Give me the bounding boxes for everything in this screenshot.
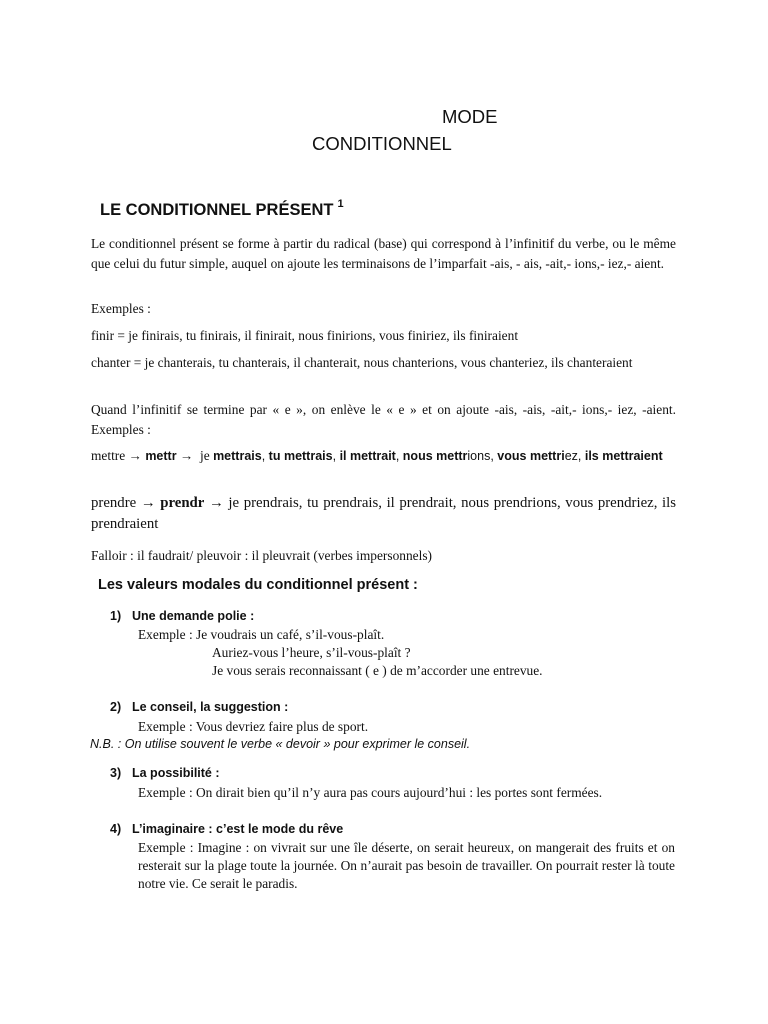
arrow-icon: → (179, 448, 194, 463)
example-falloir: Falloir : il faudrait/ pleuvoir : il pleuvrait (verbes impersonnels) (91, 548, 433, 563)
pronoun: vous (497, 449, 530, 463)
valeur-title: Le conseil, la suggestion : (132, 700, 289, 714)
intro-paragraph: Le conditionnel présent se forme à partir du radical (base) qui correspond à l’infinitif du verbe, ou le même que celui du futur simple, auquel on ajoute les terminaisons de l’imparfait -ais, - ais, -ait,- ions,- iez,- aient. (91, 236, 676, 271)
conjugated-form (585, 449, 663, 463)
arrow-icon: → (128, 448, 142, 463)
example-chanter: chanter = je chanterais, tu chanterais, il chanterait, nous chanterions, vous chanteriez, ils chanteraient (91, 355, 633, 370)
quand-paragraph: Quand l’infinitif se termine par « e », on enlève le « e » et on ajoute -ais, -ais, -ait,- ions,- iez, -aient. Exemples : (91, 402, 676, 437)
title-line-1: MODE (442, 106, 498, 127)
example-prendre (91, 493, 676, 535)
nb-note: N.B. : On utilise souvent le verbe « devoir » pour exprimer le conseil. (90, 737, 471, 751)
arrow-icon: → (140, 495, 156, 511)
valeur-number: 2) (110, 700, 122, 714)
mettre-radical: mettr (145, 449, 177, 463)
valeur-3-line-1: Exemple : On dirait bien qu’il n’y aura pas cours aujourd’hui : les portes sont fermées. (138, 785, 603, 800)
verb-stem: mettri (529, 449, 565, 463)
verb-stem: mettr (213, 449, 245, 463)
valeur-number: 1) (110, 609, 122, 623)
pronoun: tu (268, 449, 284, 463)
arrow-icon: → (208, 495, 224, 511)
valeur-1-line-1: Exemple : Je voudrais un café, s’il-vous-plaît. (138, 627, 385, 642)
mettre-je: je (200, 448, 210, 463)
conjugated-form (213, 449, 262, 463)
valeur-heading-4 (110, 822, 343, 836)
pronoun: il (339, 449, 350, 463)
mettre-forms: mettrais, tu mettrais, il mettrait, nous mettrions, vous mettriez, ils mettraient (213, 449, 663, 463)
section-heading (100, 198, 344, 220)
valeur-heading-3 (110, 766, 220, 780)
valeur-title: L’imaginaire : c’est le mode du rêve (132, 822, 344, 836)
verb-stem: mettr (283, 449, 316, 463)
conjugated-form (403, 449, 491, 463)
valeur-number: 4) (110, 822, 122, 836)
conjugated-form (340, 449, 396, 463)
valeur-2-line-1: Exemple : Vous devriez faire plus de sport. (138, 719, 369, 734)
valeur-1-line-2: Auriez-vous l’heure, s’il-vous-plaît ? (212, 645, 411, 660)
verb-ending: ions (467, 449, 491, 463)
valeur-1-line-3: Je vous serais reconnaissant ( e ) de m’accorder une entrevue. (212, 663, 543, 678)
verb-ending: ait (381, 449, 396, 463)
pronoun: ils (584, 449, 603, 463)
section-heading-text: LE CONDITIONNEL PRÉSENT (100, 201, 334, 219)
verb-ending: ais (315, 449, 333, 463)
title-line-2: CONDITIONNEL (312, 133, 452, 154)
valeur-heading-2 (110, 700, 288, 714)
pronoun: nous (402, 449, 437, 463)
prendre-radical: prendr (160, 495, 205, 511)
example-finir: finir = je finirais, tu finirais, il finirait, nous finirions, vous finiriez, ils finiraient (91, 328, 519, 343)
footnote-marker: 1 (337, 198, 344, 210)
valeur-title: Une demande polie : (132, 609, 255, 623)
exemples-label: Exemples : (91, 301, 151, 316)
verb-stem: mettr (349, 449, 382, 463)
mettre-infinitive: mettre (91, 448, 126, 463)
valeur-number: 3) (110, 766, 122, 780)
prendre-infinitive: prendre (91, 495, 137, 511)
verb-ending: ais (244, 449, 262, 463)
verb-stem: mettr (436, 449, 468, 463)
verb-ending: ez (564, 449, 578, 463)
valeur-heading-1 (110, 609, 254, 623)
valeur-4-paragraph: Exemple : Imagine : on vivrait sur une île déserte, on serait heureux, on mangerait des fruits et on resterait sur la plage toute la journée. On n’aurait pas besoin de travailler. On pourrait rester là toute notre vie. Ce serait le paradis. (138, 840, 675, 891)
verb-ending: aient (633, 449, 663, 463)
example-mettre (91, 446, 676, 466)
conjugated-form (269, 449, 333, 463)
valeurs-heading: Les valeurs modales du conditionnel présent : (98, 577, 418, 593)
valeur-title: La possibilité : (132, 766, 220, 780)
prendre-forms: je prendrais, tu prendrais, il prendrait, nous prendrions, vous prendriez, ils prendraient (91, 495, 677, 532)
conjugated-form (497, 449, 578, 463)
verb-stem: mettr (602, 449, 634, 463)
